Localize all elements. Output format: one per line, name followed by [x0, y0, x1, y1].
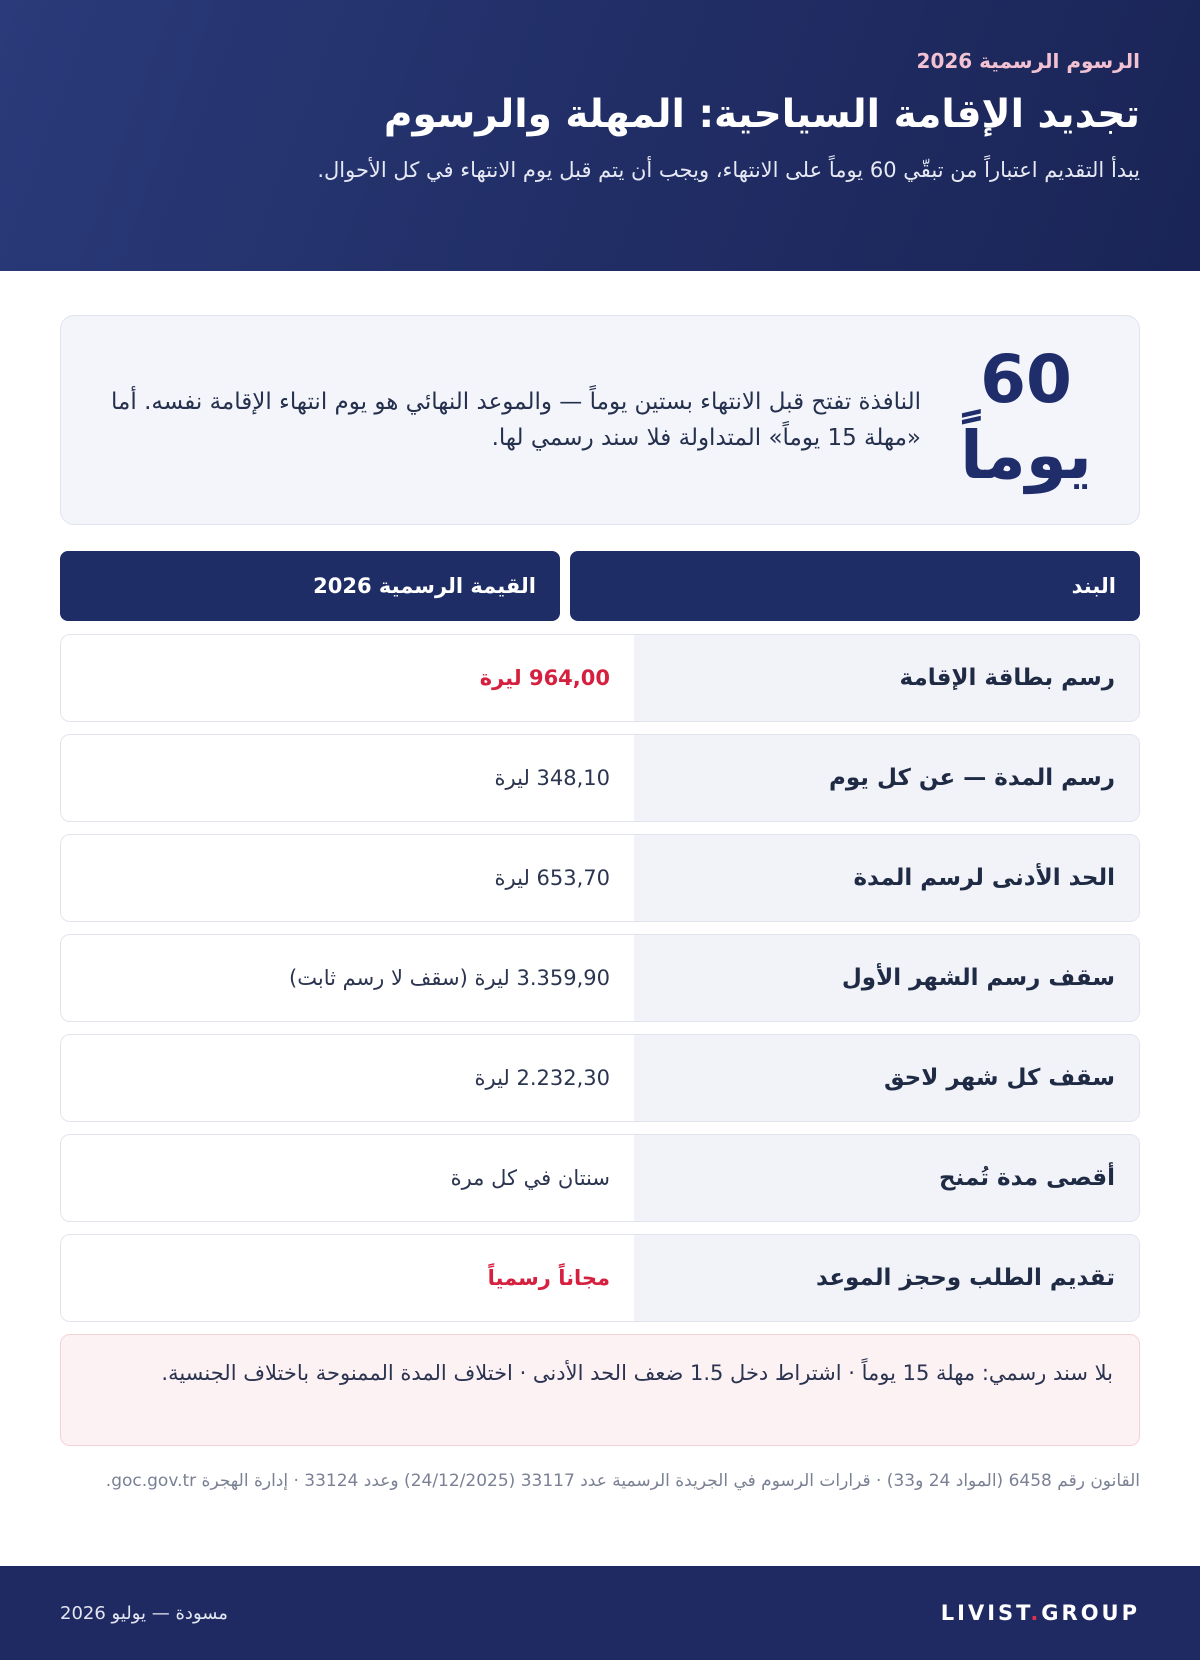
row-label: تقديم الطلب وحجز الموعد	[634, 1235, 1139, 1321]
row-label: الحد الأدنى لرسم المدة	[634, 835, 1139, 921]
row-label: رسم بطاقة الإقامة	[634, 635, 1139, 721]
row-label: سقف كل شهر لاحق	[634, 1035, 1139, 1121]
draft-label: مسودة — يوليو 2026	[60, 1602, 228, 1624]
hero-unit: يوماً	[960, 417, 1092, 494]
row-value: 3.359,90 ليرة (سقف لا رسم ثابت)	[289, 966, 610, 990]
page-title: تجديد الإقامة السياحية: المهلة والرسوم	[383, 92, 1140, 137]
row-value: 653,70 ليرة	[494, 866, 610, 890]
row-value: 2.232,30 ليرة	[474, 1066, 610, 1090]
page-header	[0, 0, 1200, 271]
brand-end: GROUP	[1041, 1601, 1140, 1625]
fees-table	[60, 634, 1140, 1334]
hero-number: 60	[980, 341, 1072, 418]
hero-text: النافذة تفتح قبل الانتهاء بستين يوماً — والموعد النهائي هو يوم انتهاء الإقامة نفسه. أما «مهلة 15 يوماً» المتداولة فلا سند رسمي لها.	[111, 389, 921, 451]
brand-main: LIVIST	[940, 1601, 1031, 1625]
row-label: سقف رسم الشهر الأول	[634, 935, 1139, 1021]
table-row	[60, 634, 1140, 722]
table-row	[60, 934, 1140, 1022]
row-value: 348,10 ليرة	[494, 766, 610, 790]
table-row	[60, 1134, 1140, 1222]
row-label: رسم المدة — عن كل يوم	[634, 735, 1139, 821]
column-header-value: القيمة الرسمية 2026	[60, 551, 560, 621]
eyebrow-label: الرسوم الرسمية 2026	[916, 49, 1140, 73]
source-citation: القانون رقم 6458 (المواد 24 و33) · قرارات الرسوم في الجريدة الرسمية عدد 33117 (24/12/2025) وعدد 33124 · إدارة الهجرة goc.gov.tr.	[105, 1471, 1140, 1491]
brand-dot: .	[1030, 1601, 1042, 1625]
table-row	[60, 1234, 1140, 1322]
row-value: مجاناً رسمياً	[487, 1266, 610, 1290]
row-value: 964,00 ليرة	[479, 666, 610, 690]
table-row	[60, 834, 1140, 922]
row-label: أقصى مدة تُمنح	[634, 1135, 1139, 1221]
brand-logo	[941, 1601, 1140, 1625]
page-footer	[0, 1566, 1200, 1660]
table-row	[60, 734, 1140, 822]
table-row	[60, 1034, 1140, 1122]
hero-figure	[951, 341, 1101, 496]
column-header-item: البند	[570, 551, 1140, 621]
table-header	[60, 551, 1140, 621]
page-subtitle: يبدأ التقديم اعتباراً من تبقّي 60 يوماً على الانتهاء، ويجب أن يتم قبل يوم الانتهاء في كل الأحوال.	[317, 158, 1140, 182]
hero-callout	[60, 315, 1140, 525]
row-value: سنتان في كل مرة	[450, 1166, 610, 1190]
warning-note: بلا سند رسمي: مهلة 15 يوماً · اشتراط دخل 1.5 ضعف الحد الأدنى · اختلاف المدة الممنوحة باختلاف الجنسية.	[60, 1334, 1140, 1446]
